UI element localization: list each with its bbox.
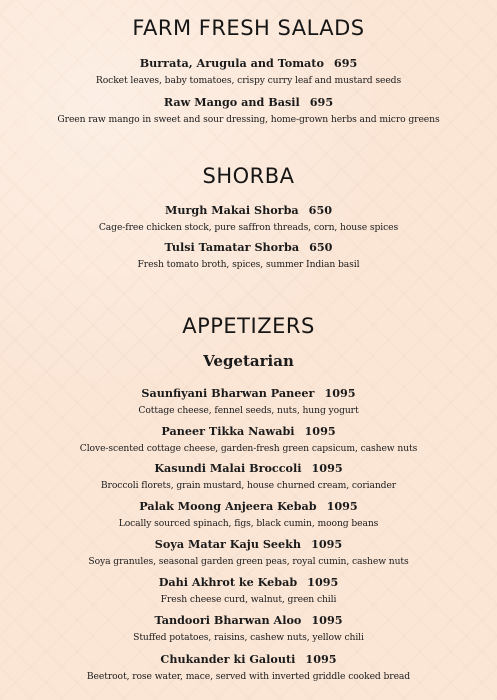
item-name: Soya Matar Kaju Seekh (154, 537, 302, 551)
menu-item (0, 613, 497, 644)
item-description: Beetroot, rose water, mace, served with inverted griddle cooked bread (86, 671, 411, 682)
item-description: Broccoli florets, grain mustard, house churned cream, coriander (100, 480, 397, 491)
item-name: Raw Mango and Basil (163, 95, 300, 109)
item-description: Fresh cheese curd, walnut, green chili (160, 594, 337, 605)
section-title-appetizers: APPETIZERS (182, 314, 315, 338)
item-price: 1095 (305, 652, 337, 666)
item-name: Burrata, Arugula and Tomato (139, 56, 324, 70)
item-price: 1095 (311, 537, 343, 551)
item-description: Green raw mango in sweet and sour dressing, home-grown herbs and micro greens (57, 114, 440, 125)
item-price: 695 (333, 56, 358, 70)
item-name: Tulsi Tamatar Shorba (164, 240, 300, 254)
item-name: Saunfiyani Bharwan Paneer (141, 386, 315, 400)
item-name: Chukander ki Galouti (160, 652, 296, 666)
section-title-shorba: SHORBA (202, 164, 295, 188)
menu-item (0, 386, 497, 417)
item-description: Stuffed potatoes, raisins, cashew nuts, yellow chili (133, 632, 364, 643)
item-price: 1095 (311, 461, 343, 475)
item-price: 1095 (326, 499, 358, 513)
item-price: 650 (309, 240, 333, 254)
item-name: Paneer Tikka Nawabi (161, 424, 295, 438)
item-price: 695 (309, 95, 334, 109)
menu-item (0, 461, 497, 492)
item-name: Tandoori Bharwan Aloo (154, 613, 302, 627)
menu-item (0, 499, 497, 530)
item-name: Dahi Akhrot ke Kebab (158, 575, 298, 589)
item-description: Locally sourced spinach, figs, black cumin, moong beans (118, 518, 379, 529)
item-description: Soya granules, seasonal garden green peas, royal cumin, cashew nuts (88, 556, 409, 567)
menu-item (0, 240, 497, 271)
menu-item (0, 203, 497, 234)
item-price: 1095 (304, 424, 336, 438)
item-description: Rocket leaves, baby tomatoes, crispy curry leaf and mustard seeds (95, 75, 402, 86)
item-description: Cottage cheese, fennel seeds, nuts, hung yogurt (138, 405, 359, 416)
section-title-salads: FARM FRESH SALADS (132, 16, 365, 40)
item-price: 1095 (311, 613, 343, 627)
item-name: Murgh Makai Shorba (164, 203, 299, 217)
subsection-title-vegetarian: Vegetarian (203, 352, 294, 370)
item-description: Cage-free chicken stock, pure saffron threads, corn, house spices (98, 222, 399, 233)
item-price: 650 (308, 203, 333, 217)
menu-item (0, 537, 497, 568)
menu-item (0, 652, 497, 683)
item-price: 1095 (307, 575, 339, 589)
item-name: Palak Moong Anjeera Kebab (139, 499, 317, 513)
item-price: 1095 (324, 386, 356, 400)
menu-item (0, 424, 497, 455)
menu-item (0, 95, 497, 126)
item-name: Kasundi Malai Broccoli (154, 461, 302, 475)
item-description: Clove-scented cottage cheese, garden-fresh green capsicum, cashew nuts (79, 443, 418, 454)
item-description: Fresh tomato broth, spices, summer Indian basil (137, 259, 360, 270)
menu-item (0, 56, 497, 87)
menu-item (0, 575, 497, 606)
